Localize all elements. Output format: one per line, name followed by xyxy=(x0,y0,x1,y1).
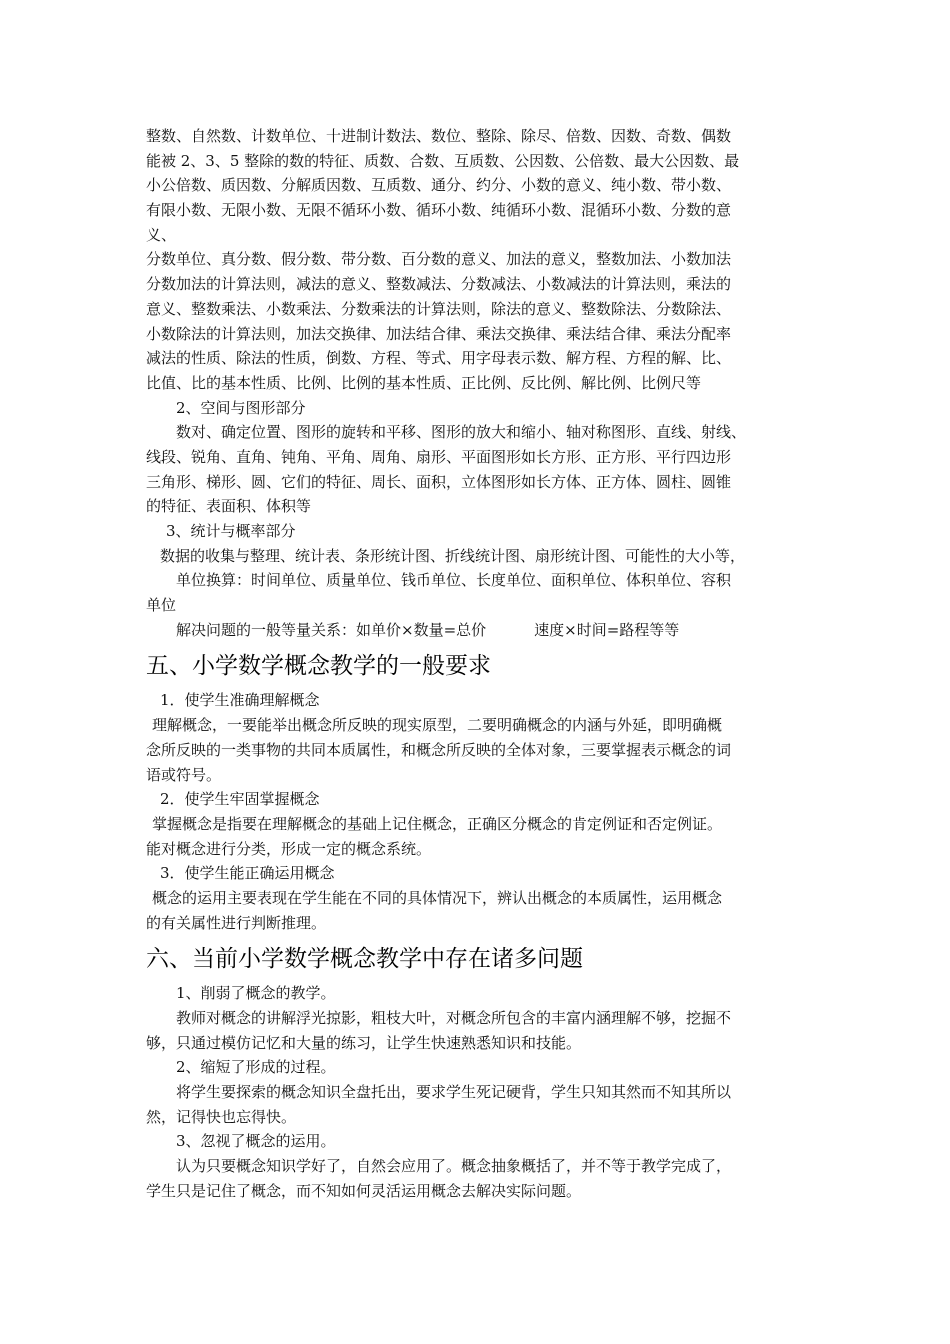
text-line: 的有关属性进行判断推理。 xyxy=(146,913,327,932)
text-line: 能被 2、3、5 整除的数的特征、质数、合数、互质数、公因数、公倍数、最大公因数、最 xyxy=(146,151,740,170)
text-line: 有限小数、无限小数、无限不循环小数、循环小数、纯循环小数、混循环小数、分数的意 xyxy=(146,201,732,220)
text-line: 理解概念，一要能举出概念所反映的现实原型，二要明确概念的内涵与外延，即明确概 xyxy=(152,716,723,735)
text-line: 分数加法的计算法则，减法的意义、整数减法、分数减法、小数减法的计算法则，乘法的 xyxy=(146,275,732,294)
text-line: 将学生要探索的概念知识全盘托出，要求学生死记硬背，学生只知其然而不知其所以 xyxy=(176,1083,732,1102)
text-line: 数据的收集与整理、统计表、条形统计图、折线统计图、扇形统计图、可能性的大小等， xyxy=(160,546,746,565)
subsection-title: 1．使学生准确理解概念 xyxy=(160,691,320,710)
text-line: 减法的性质、除法的性质，倒数、方程、等式、用字母表示数、解方程、方程的解、比、 xyxy=(146,349,732,368)
text-line: 三角形、梯形、圆、它们的特征、周长、面积，立体图形如长方体、正方体、圆柱、圆锥 xyxy=(146,472,732,491)
text-line: 概念的运用主要表现在学生能在不同的具体情况下，辨认出概念的本质属性，运用概念 xyxy=(152,888,723,907)
relation-price: 解决问题的一般等量关系：如单价×数量=总价 xyxy=(176,620,487,639)
subsection-title: 1、削弱了概念的教学。 xyxy=(176,984,336,1003)
text-line: 掌握概念是指要在理解概念的基础上记住概念，正确区分概念的肯定例证和否定例证。 xyxy=(152,814,723,833)
text-line: 单位换算：时间单位、质量单位、钱币单位、长度单位、面积单位、体积单位、容积 xyxy=(176,571,732,590)
concept-list-block xyxy=(146,124,812,396)
text-line: 小数除法的计算法则，加法交换律、加法结合律、乘法交换律、乘法结合律、乘法分配率 xyxy=(146,324,732,343)
subsection-title: 2、缩短了形成的过程。 xyxy=(176,1058,336,1077)
text-line: 小公倍数、质因数、分解质因数、互质数、通分、约分、小数的意义、纯小数、带小数、 xyxy=(146,176,732,195)
text-line: 意义、整数乘法、小数乘法、分数乘法的计算法则，除法的意义、整数除法、分数除法、 xyxy=(146,299,732,318)
relation-speed: 速度×时间=路程等等 xyxy=(534,620,680,639)
subsection-title: 2．使学生牢固掌握概念 xyxy=(160,790,320,809)
text-line: 数对、确定位置、图形的旋转和平移、图形的放大和缩小、轴对称图形、直线、射线、 xyxy=(176,423,747,442)
text-line: 分数单位、真分数、假分数、带分数、百分数的意义、加法的意义，整数加法、小数加法 xyxy=(146,250,732,269)
text-line: 念所反映的一类事物的共同本质属性，和概念所反映的全体对象，三要掌握表示概念的词 xyxy=(146,740,732,759)
text-line: 单位 xyxy=(146,596,177,615)
text-line: 整数、自然数、计数单位、十进制计数法、数位、整除、除尽、倍数、因数、奇数、偶数 xyxy=(146,127,732,145)
heading-section-6: 六、当前小学数学概念教学中存在诸多问题 xyxy=(146,946,583,973)
document-page xyxy=(146,124,812,1204)
text-line: 教师对概念的讲解浮光掠影，粗枝大叶，对概念所包含的丰富内涵理解不够，挖掘不 xyxy=(176,1009,732,1027)
text-line: 的特征、表面积、体积等 xyxy=(146,497,312,516)
text-line: 认为只要概念知识学好了，自然会应用了。概念抽象概括了，并不等于教学完成了， xyxy=(176,1157,732,1176)
subsection-title: 3．使学生能正确运用概念 xyxy=(160,864,335,883)
text-line: 义、 xyxy=(146,225,177,244)
text-line: 语或符号。 xyxy=(146,765,222,784)
heading-section-5: 五、小学数学概念教学的一般要求 xyxy=(146,653,491,680)
text-line: 然，记得快也忘得快。 xyxy=(146,1107,297,1126)
text-line: 能对概念进行分类，形成一定的概念系统。 xyxy=(146,839,432,858)
section-2-title: 2、空间与图形部分 xyxy=(176,398,306,417)
relation-line xyxy=(146,618,812,643)
text-line: 够，只通过模仿记忆和大量的练习，让学生快速熟悉知识和技能。 xyxy=(146,1033,582,1052)
subsection-title: 3、忽视了概念的运用。 xyxy=(176,1132,336,1151)
text-line: 线段、锐角、直角、钝角、平角、周角、扇形、平面图形如长方形、正方形、平行四边形 xyxy=(146,447,732,466)
section-3-title: 3、统计与概率部分 xyxy=(166,522,296,540)
text-line: 学生只是记住了概念，而不知如何灵活运用概念去解决实际问题。 xyxy=(146,1181,582,1200)
text-line: 比值、比的基本性质、比例、比例的基本性质、正比例、反比例、解比例、比例尺等 xyxy=(146,373,702,392)
